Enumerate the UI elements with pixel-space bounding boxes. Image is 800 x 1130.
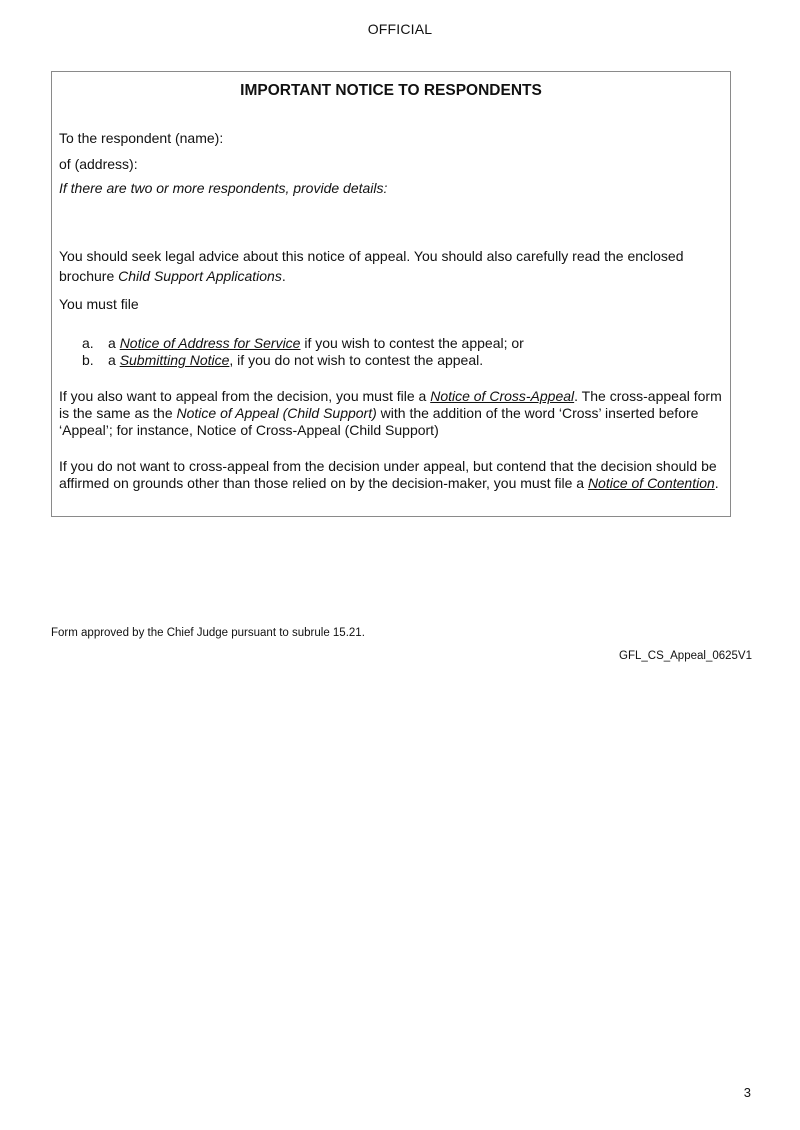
page-number: 3 [743, 1085, 751, 1100]
option-prefix: a [108, 352, 120, 368]
legal-advice-end: . [281, 268, 286, 284]
form-approval-note: Form approved by the Chief Judge pursuant to subrule 15.21. [51, 627, 365, 639]
list-marker: a. [82, 335, 94, 351]
filing-option-b [82, 352, 483, 368]
option-suffix: , if you do not wish to contest the appeal. [229, 352, 484, 368]
appeal-form-name: Notice of Appeal (Child Support) [176, 405, 377, 421]
cross-appeal-text-3: with the addition of the word ‘Cross’ inserted before ‘Appeal’; for instance, Notice of Cross-Appeal (Child Support) [59, 405, 699, 438]
cross-appeal-text-1: If you also want to appeal from the decision, you must file a [59, 388, 431, 404]
notice-of-cross-appeal-link[interactable]: Notice of Cross-Appeal [430, 388, 575, 404]
important-notice-box [51, 71, 731, 517]
contention-paragraph [59, 458, 725, 492]
notice-of-contention-link[interactable]: Notice of Contention [587, 475, 715, 491]
contention-text-1: If you do not want to cross-appeal from the decision under appeal, but contend that the decision should be affirmed on grounds other than those relied on by the decision-maker, you must file a [59, 458, 717, 491]
classification-marking: OFFICIAL [367, 21, 433, 37]
cross-appeal-text-2: . The cross-appeal form is the same as the [59, 388, 722, 421]
multiple-respondents-note: If there are two or more respondents, provide details: [59, 180, 388, 196]
submitting-notice-link[interactable]: Submitting Notice [119, 352, 230, 368]
form-code: GFL_CS_Appeal_0625V1 [619, 650, 752, 662]
respondent-address-label: of (address): [59, 156, 138, 172]
contention-text-2: . [714, 475, 719, 491]
option-prefix: a [108, 335, 120, 351]
list-marker: b. [82, 352, 94, 368]
option-suffix: if you wish to contest the appeal; or [300, 335, 524, 351]
cross-appeal-paragraph [59, 388, 725, 439]
legal-advice-paragraph [59, 246, 725, 286]
notice-title: IMPORTANT NOTICE TO RESPONDENTS [240, 82, 542, 99]
must-file-label: You must file [59, 296, 139, 312]
respondent-name-label: To the respondent (name): [59, 130, 224, 146]
notice-of-address-for-service-link[interactable]: Notice of Address for Service [119, 335, 301, 351]
brochure-title: Child Support Applications [118, 268, 282, 284]
filing-option-a [82, 335, 524, 351]
legal-advice-text: You should seek legal advice about this notice of appeal. You should also carefully read the enclosed brochure [59, 248, 684, 284]
